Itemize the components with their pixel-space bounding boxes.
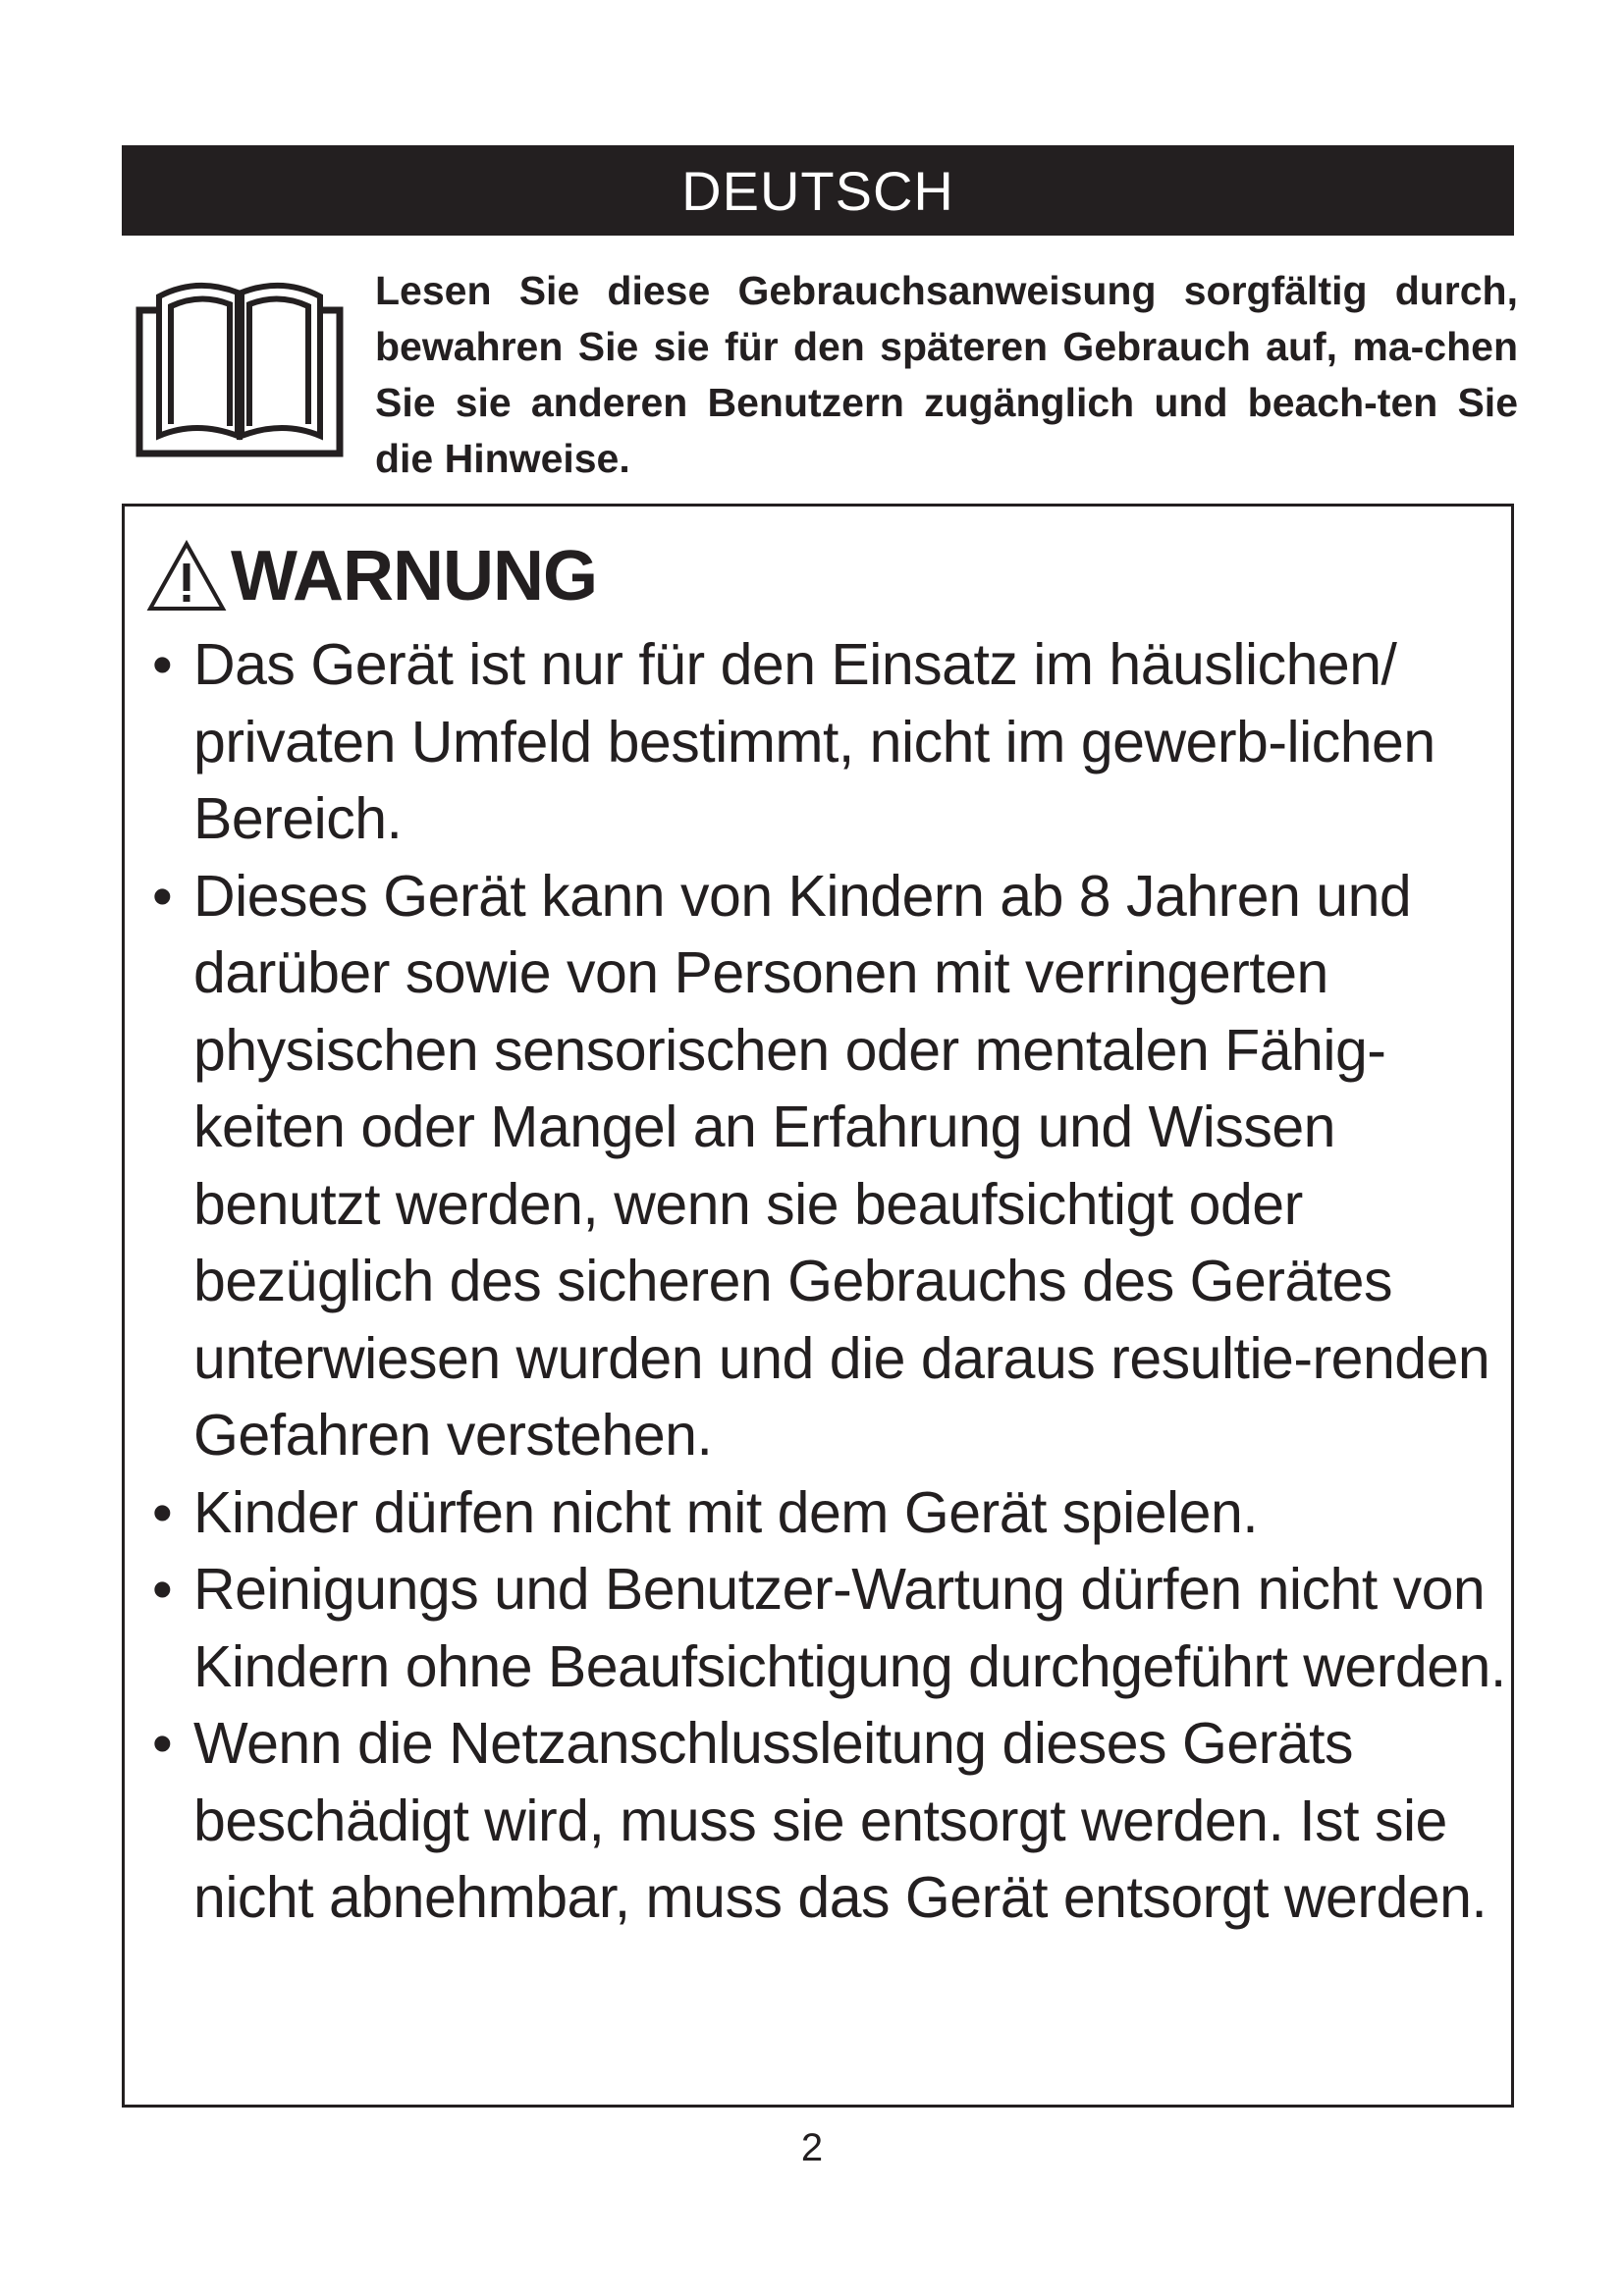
bullet-icon: • <box>152 863 173 929</box>
page-number: 2 <box>800 2126 824 2169</box>
bullet-icon: • <box>152 632 173 697</box>
warning-item <box>152 858 1507 1474</box>
intro-text: Lesen Sie diese Gebrauchsanweisung sorgfältig durch, bewahren Sie sie für den späteren Gebrauch auf, ma-chen Sie sie anderen Benutzern zugänglich und beach-ten Sie die Hinweise. <box>375 268 1518 481</box>
warning-item-text: Dieses Gerät kann von Kindern ab 8 Jahren und darüber sowie von Personen mit verringerten physischen sensorischen oder mentalen Fähig-keiten oder Mangel an Erfahrung und Wissen benutzt werden, wenn sie beaufsichtigt oder bezüglich des sicheren Gebrauchs des Gerätes unterwiesen wurden und die daraus resultie-renden Gefahren verstehen. <box>193 863 1490 1468</box>
bullet-icon: • <box>152 1479 173 1545</box>
warning-item <box>152 1474 1507 1552</box>
warning-item-text: Reinigungs und Benutzer-Wartung dürfen nicht von Kindern ohne Beaufsichtigung durchgeführt werden. <box>193 1557 1506 1699</box>
language-title: DEUTSCH <box>681 159 954 222</box>
bullet-icon: • <box>152 1557 173 1622</box>
open-book-icon <box>135 271 344 457</box>
warning-item <box>152 1551 1507 1705</box>
warning-item <box>152 1705 1507 1937</box>
language-header <box>122 145 1514 236</box>
warning-list <box>152 626 1507 1937</box>
warning-triangle-icon <box>146 540 227 613</box>
warning-item-text: Wenn die Netzanschlussleitung dieses Geräts beschädigt wird, muss sie entsorgt werden. Ist sie nicht abnehmbar, muss das Gerät entsorgt werden. <box>193 1711 1488 1930</box>
bullet-icon: • <box>152 1711 173 1776</box>
warning-item <box>152 626 1507 858</box>
warning-item-text: Kinder dürfen nicht mit dem Gerät spielen. <box>193 1479 1259 1545</box>
warning-title: WARNUNG <box>231 537 597 615</box>
warning-heading <box>146 532 597 620</box>
warning-item-text: Das Gerät ist nur für den Einsatz im häuslichen/ privaten Umfeld bestimmt, nicht im gewerb-lichen Bereich. <box>193 632 1435 851</box>
warning-box <box>122 504 1514 2108</box>
intro-section <box>135 263 1518 489</box>
